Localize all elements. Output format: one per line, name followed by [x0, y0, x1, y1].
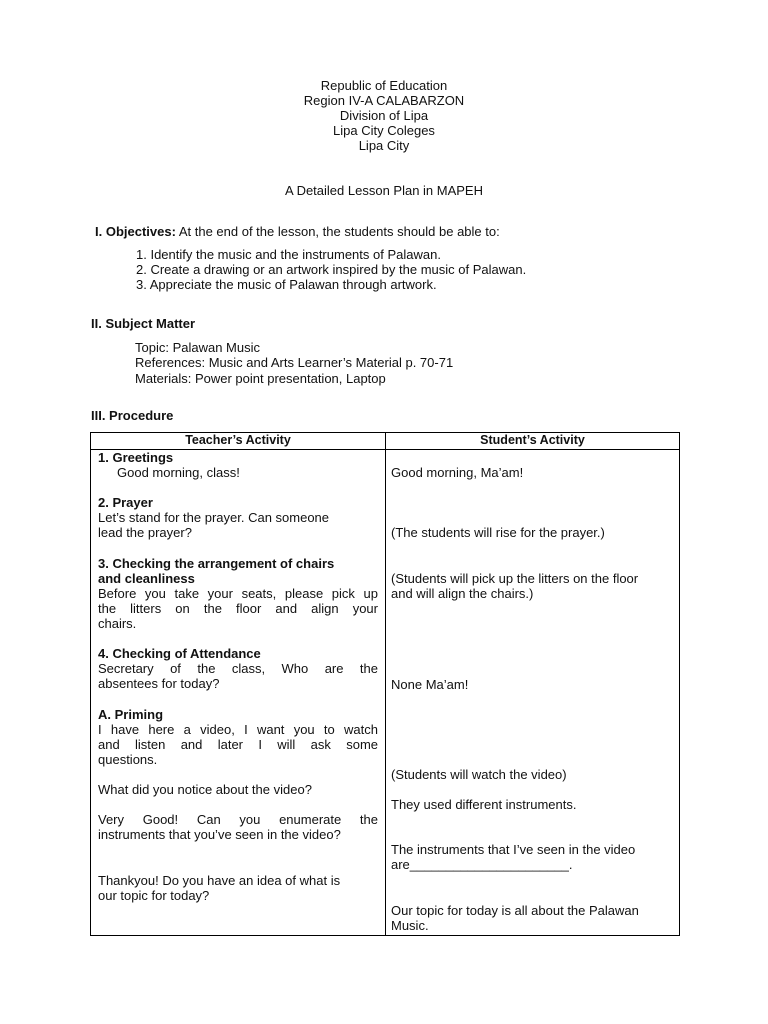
- student-prayer: (The students will rise for the prayer.): [391, 525, 605, 540]
- thankyou-text-2: our topic for today?: [98, 888, 210, 903]
- very-good-text-1: Very Good! Can you enumerate the: [98, 812, 378, 827]
- table-row: [91, 450, 680, 936]
- priming-heading: A. Priming: [98, 707, 164, 722]
- header-line-3: Division of Lipa: [339, 108, 429, 123]
- chairs-heading-2: and cleanliness: [98, 571, 195, 586]
- priming-text-3: questions.: [98, 752, 158, 767]
- objective-item-2: 2. Create a drawing or an artwork inspired by the music of Palawan.: [136, 262, 527, 277]
- priming-text-1: I have here a video, I want you to watch: [98, 722, 378, 737]
- student-none: None Ma’am!: [391, 677, 469, 692]
- student-topic-1: Our topic for today is all about the Palawan: [391, 903, 639, 918]
- header-line-2: Region IV-A CALABARZON: [303, 93, 465, 108]
- attendance-text-1: Secretary of the class, Who are the: [98, 661, 378, 676]
- subject-references: References: Music and Arts Learner’s Material p. 70-71: [135, 355, 454, 370]
- subject-matter-heading: II. Subject Matter: [91, 316, 196, 331]
- teacher-activity-cell: [91, 450, 386, 936]
- objective-item-3: 3. Appreciate the music of Palawan through artwork.: [136, 277, 437, 292]
- header-line-5: Lipa City: [358, 138, 410, 153]
- header-line-1: Republic of Education: [320, 78, 448, 93]
- prayer-heading: 2. Prayer: [98, 495, 153, 510]
- objectives-intro: At the end of the lesson, the students should be able to:: [178, 224, 500, 239]
- chairs-text-3: chairs.: [98, 616, 137, 631]
- chairs-heading-1: 3. Checking the arrangement of chairs: [98, 556, 335, 571]
- table-header-row: [91, 433, 680, 450]
- prayer-text-1: Let’s stand for the prayer. Can someone: [98, 510, 330, 525]
- student-used: They used different instruments.: [391, 797, 577, 812]
- subject-topic: Topic: Palawan Music: [135, 340, 260, 355]
- greetings-heading: 1. Greetings: [98, 450, 174, 465]
- student-instruments-2: are______________________.: [391, 857, 573, 872]
- chairs-text-1: Before you take your seats, please pick up: [98, 586, 378, 601]
- thankyou-text-1: Thankyou! Do you have an idea of what is: [98, 873, 341, 888]
- student-activity-header: Student’s Activity: [386, 433, 680, 450]
- chairs-text-2: the litters on the floor and align your: [98, 601, 378, 616]
- attendance-text-2: absentees for today?: [98, 676, 220, 691]
- prayer-text-2: lead the prayer?: [98, 525, 192, 540]
- subject-materials: Materials: Power point presentation, Laptop: [135, 371, 386, 386]
- objectives-heading: [95, 224, 500, 239]
- student-greeting: Good morning, Ma’am!: [391, 465, 524, 480]
- procedure-heading: III. Procedure: [91, 408, 174, 423]
- very-good-text-2: instruments that you’ve seen in the video?: [98, 827, 341, 842]
- document-title: A Detailed Lesson Plan in MAPEH: [285, 183, 483, 198]
- header-line-4: Lipa City Coleges: [333, 123, 435, 138]
- teacher-activity-header: Teacher’s Activity: [91, 433, 386, 450]
- attendance-heading: 4. Checking of Attendance: [98, 646, 261, 661]
- student-topic-2: Music.: [391, 918, 429, 933]
- objective-item-1: 1. Identify the music and the instruments of Palawan.: [136, 247, 441, 262]
- student-litter-1: (Students will pick up the litters on the floor: [391, 571, 639, 586]
- student-litter-2: and will align the chairs.): [391, 586, 534, 601]
- priming-text-2: and listen and later I will ask some: [98, 737, 378, 752]
- greetings-text: Good morning, class!: [117, 465, 240, 480]
- procedure-table: [90, 432, 680, 936]
- student-activity-cell: [386, 450, 680, 936]
- student-watch: (Students will watch the video): [391, 767, 567, 782]
- objectives-label: I. Objectives:: [95, 224, 176, 239]
- notice-question: What did you notice about the video?: [98, 782, 312, 797]
- student-instruments-1: The instruments that I’ve seen in the video: [391, 842, 636, 857]
